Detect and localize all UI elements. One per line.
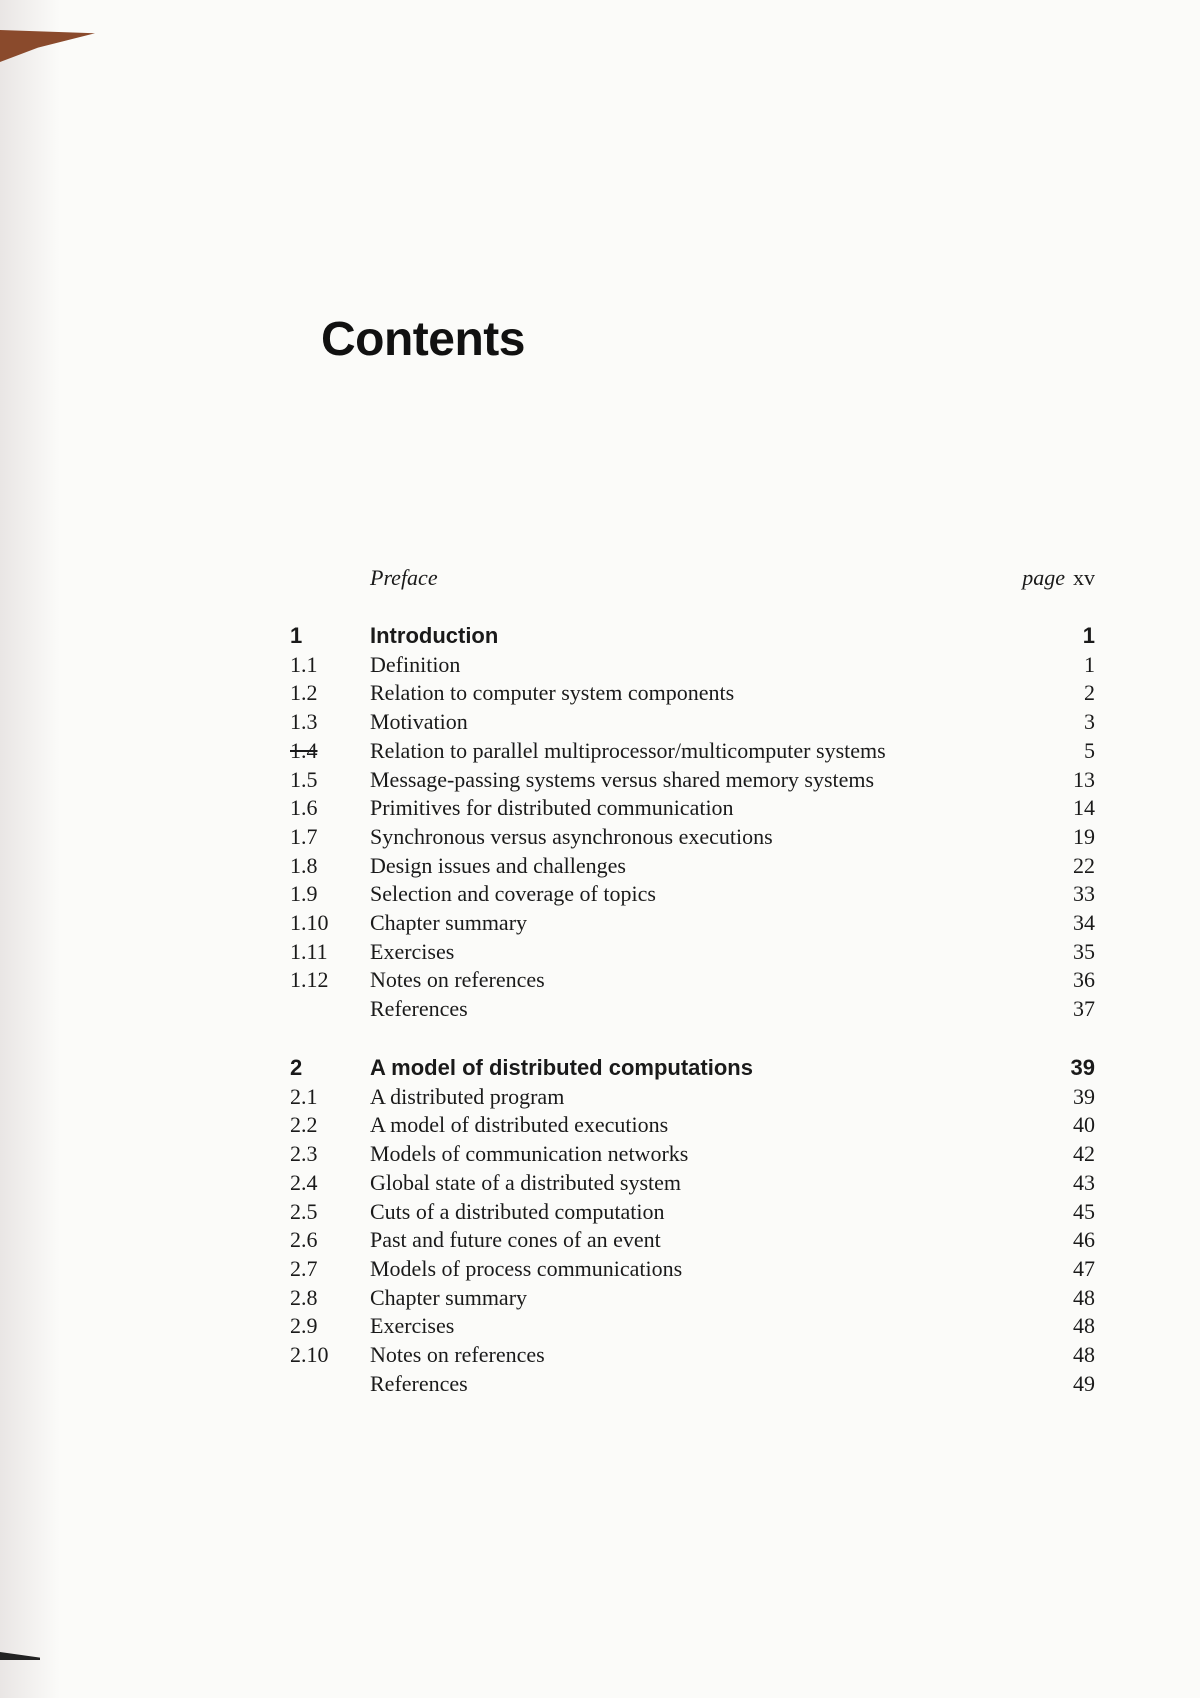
toc-row-section[interactable] xyxy=(280,853,1095,883)
section-title: Primitives for distributed communication xyxy=(370,795,734,820)
section-page: 43 xyxy=(1073,1170,1095,1195)
section-number: 1.6 xyxy=(290,795,318,820)
section-page: 5 xyxy=(1084,738,1095,763)
section-number: 2.3 xyxy=(290,1141,318,1166)
section-number: 1.12 xyxy=(290,967,329,992)
section-page: 37 xyxy=(1073,996,1095,1021)
section-page: 34 xyxy=(1073,910,1095,935)
section-title: Design issues and challenges xyxy=(370,853,626,878)
toc-row-section[interactable] xyxy=(280,709,1095,739)
section-number: 1.2 xyxy=(290,680,318,705)
page-title: Contents xyxy=(321,313,525,366)
section-number: 1.3 xyxy=(290,709,318,734)
toc-row-section[interactable] xyxy=(280,1313,1095,1343)
section-title: Selection and coverage of topics xyxy=(370,881,656,906)
section-number: 1.5 xyxy=(290,767,318,792)
section-title: Motivation xyxy=(370,709,468,734)
toc-row-section[interactable] xyxy=(280,1371,1095,1401)
section-page: 13 xyxy=(1073,767,1095,792)
toc-row-section[interactable] xyxy=(280,881,1095,911)
section-page: 35 xyxy=(1073,939,1095,964)
section-page: 19 xyxy=(1073,824,1095,849)
section-title: Models of communication networks xyxy=(370,1141,689,1166)
toc-row-section[interactable] xyxy=(280,996,1095,1026)
section-number: 2.5 xyxy=(290,1199,318,1224)
section-number: 1.11 xyxy=(290,939,328,964)
toc-row-section[interactable] xyxy=(280,795,1095,825)
section-page: 2 xyxy=(1084,680,1095,705)
section-title: Chapter summary xyxy=(370,1285,528,1310)
toc-row-preface[interactable] xyxy=(280,565,1095,595)
section-title: Exercises xyxy=(370,939,455,964)
section-page: 3 xyxy=(1084,709,1095,734)
toc-row-section[interactable] xyxy=(280,1141,1095,1171)
section-page: 22 xyxy=(1073,853,1095,878)
chapter-number: 2 xyxy=(290,1055,303,1080)
toc-row-chapter[interactable] xyxy=(280,623,1095,653)
section-page: 49 xyxy=(1073,1371,1095,1396)
section-title: Global state of a distributed system xyxy=(370,1170,681,1195)
section-number: 1.7 xyxy=(290,824,318,849)
toc-row-section[interactable] xyxy=(280,767,1095,797)
chapter-number: 1 xyxy=(290,623,303,648)
section-title: Synchronous versus asynchronous executions xyxy=(370,824,773,849)
toc-row-section[interactable] xyxy=(280,1170,1095,1200)
section-page: 36 xyxy=(1073,967,1095,992)
preface-page-number: xv xyxy=(1073,565,1095,590)
section-number: 2.9 xyxy=(290,1313,318,1338)
section-page: 46 xyxy=(1073,1227,1095,1252)
preface-page xyxy=(1022,565,1095,591)
section-title: Chapter summary xyxy=(370,910,528,935)
section-title: A model of distributed executions xyxy=(370,1112,669,1137)
section-title: A distributed program xyxy=(370,1084,565,1109)
toc-row-section[interactable] xyxy=(280,939,1095,969)
section-number: 1.10 xyxy=(290,910,329,935)
toc-row-section[interactable] xyxy=(280,1227,1095,1257)
chapter-page: 1 xyxy=(1082,623,1095,648)
section-title: Models of process communications xyxy=(370,1256,683,1281)
section-page: 48 xyxy=(1073,1313,1095,1338)
section-page: 33 xyxy=(1073,881,1095,906)
toc-row-section[interactable] xyxy=(280,824,1095,854)
section-number: 2.1 xyxy=(290,1084,318,1109)
section-page: 45 xyxy=(1073,1199,1095,1224)
section-title: Notes on references xyxy=(370,967,545,992)
section-title: Relation to parallel multiprocessor/multicomputer systems xyxy=(370,738,886,763)
section-number: 2.6 xyxy=(290,1227,318,1252)
section-title: Cuts of a distributed computation xyxy=(370,1199,665,1224)
section-number: 2.7 xyxy=(290,1256,318,1281)
toc-row-section[interactable] xyxy=(280,738,1095,768)
section-title: References xyxy=(370,1371,468,1396)
preface-label: Preface xyxy=(370,565,438,590)
section-title: Notes on references xyxy=(370,1342,545,1367)
section-page: 48 xyxy=(1073,1342,1095,1367)
section-title: Past and future cones of an event xyxy=(370,1227,661,1252)
section-page: 1 xyxy=(1084,652,1095,677)
section-page: 39 xyxy=(1073,1084,1095,1109)
section-title: References xyxy=(370,996,468,1021)
section-number: 2.8 xyxy=(290,1285,318,1310)
page-word: page xyxy=(1022,565,1065,590)
toc-row-section[interactable] xyxy=(280,967,1095,997)
toc-row-section[interactable] xyxy=(280,1285,1095,1315)
toc-row-section[interactable] xyxy=(280,680,1095,710)
toc-row-section[interactable] xyxy=(280,1112,1095,1142)
toc-row-chapter[interactable] xyxy=(280,1055,1095,1085)
section-page: 48 xyxy=(1073,1285,1095,1310)
toc-row-section[interactable] xyxy=(280,1342,1095,1372)
section-number: 1.8 xyxy=(290,853,318,878)
section-title: Message-passing systems versus shared memory systems xyxy=(370,767,875,792)
chapter-title: A model of distributed computations xyxy=(370,1055,753,1080)
section-number: 1.1 xyxy=(290,652,318,677)
section-number: 1.9 xyxy=(290,881,318,906)
section-page: 14 xyxy=(1073,795,1095,820)
section-title: Relation to computer system components xyxy=(370,680,735,705)
section-page: 42 xyxy=(1073,1141,1095,1166)
toc-row-section[interactable] xyxy=(280,652,1095,682)
section-number: 1.4 xyxy=(290,738,318,763)
section-page: 47 xyxy=(1073,1256,1095,1281)
chapter-title: Introduction xyxy=(370,623,499,648)
section-title: Exercises xyxy=(370,1313,455,1338)
toc-row-section[interactable] xyxy=(280,1256,1095,1286)
section-number: 2.4 xyxy=(290,1170,318,1195)
section-number: 2.10 xyxy=(290,1342,329,1367)
section-page: 40 xyxy=(1073,1112,1095,1137)
section-title: Definition xyxy=(370,652,461,677)
toc-row-section[interactable] xyxy=(280,1084,1095,1114)
chapter-page: 39 xyxy=(1070,1055,1095,1080)
toc-row-section[interactable] xyxy=(280,1199,1095,1229)
section-number: 2.2 xyxy=(290,1112,318,1137)
page-edge-shadow xyxy=(0,0,60,1698)
toc-row-section[interactable] xyxy=(280,910,1095,940)
